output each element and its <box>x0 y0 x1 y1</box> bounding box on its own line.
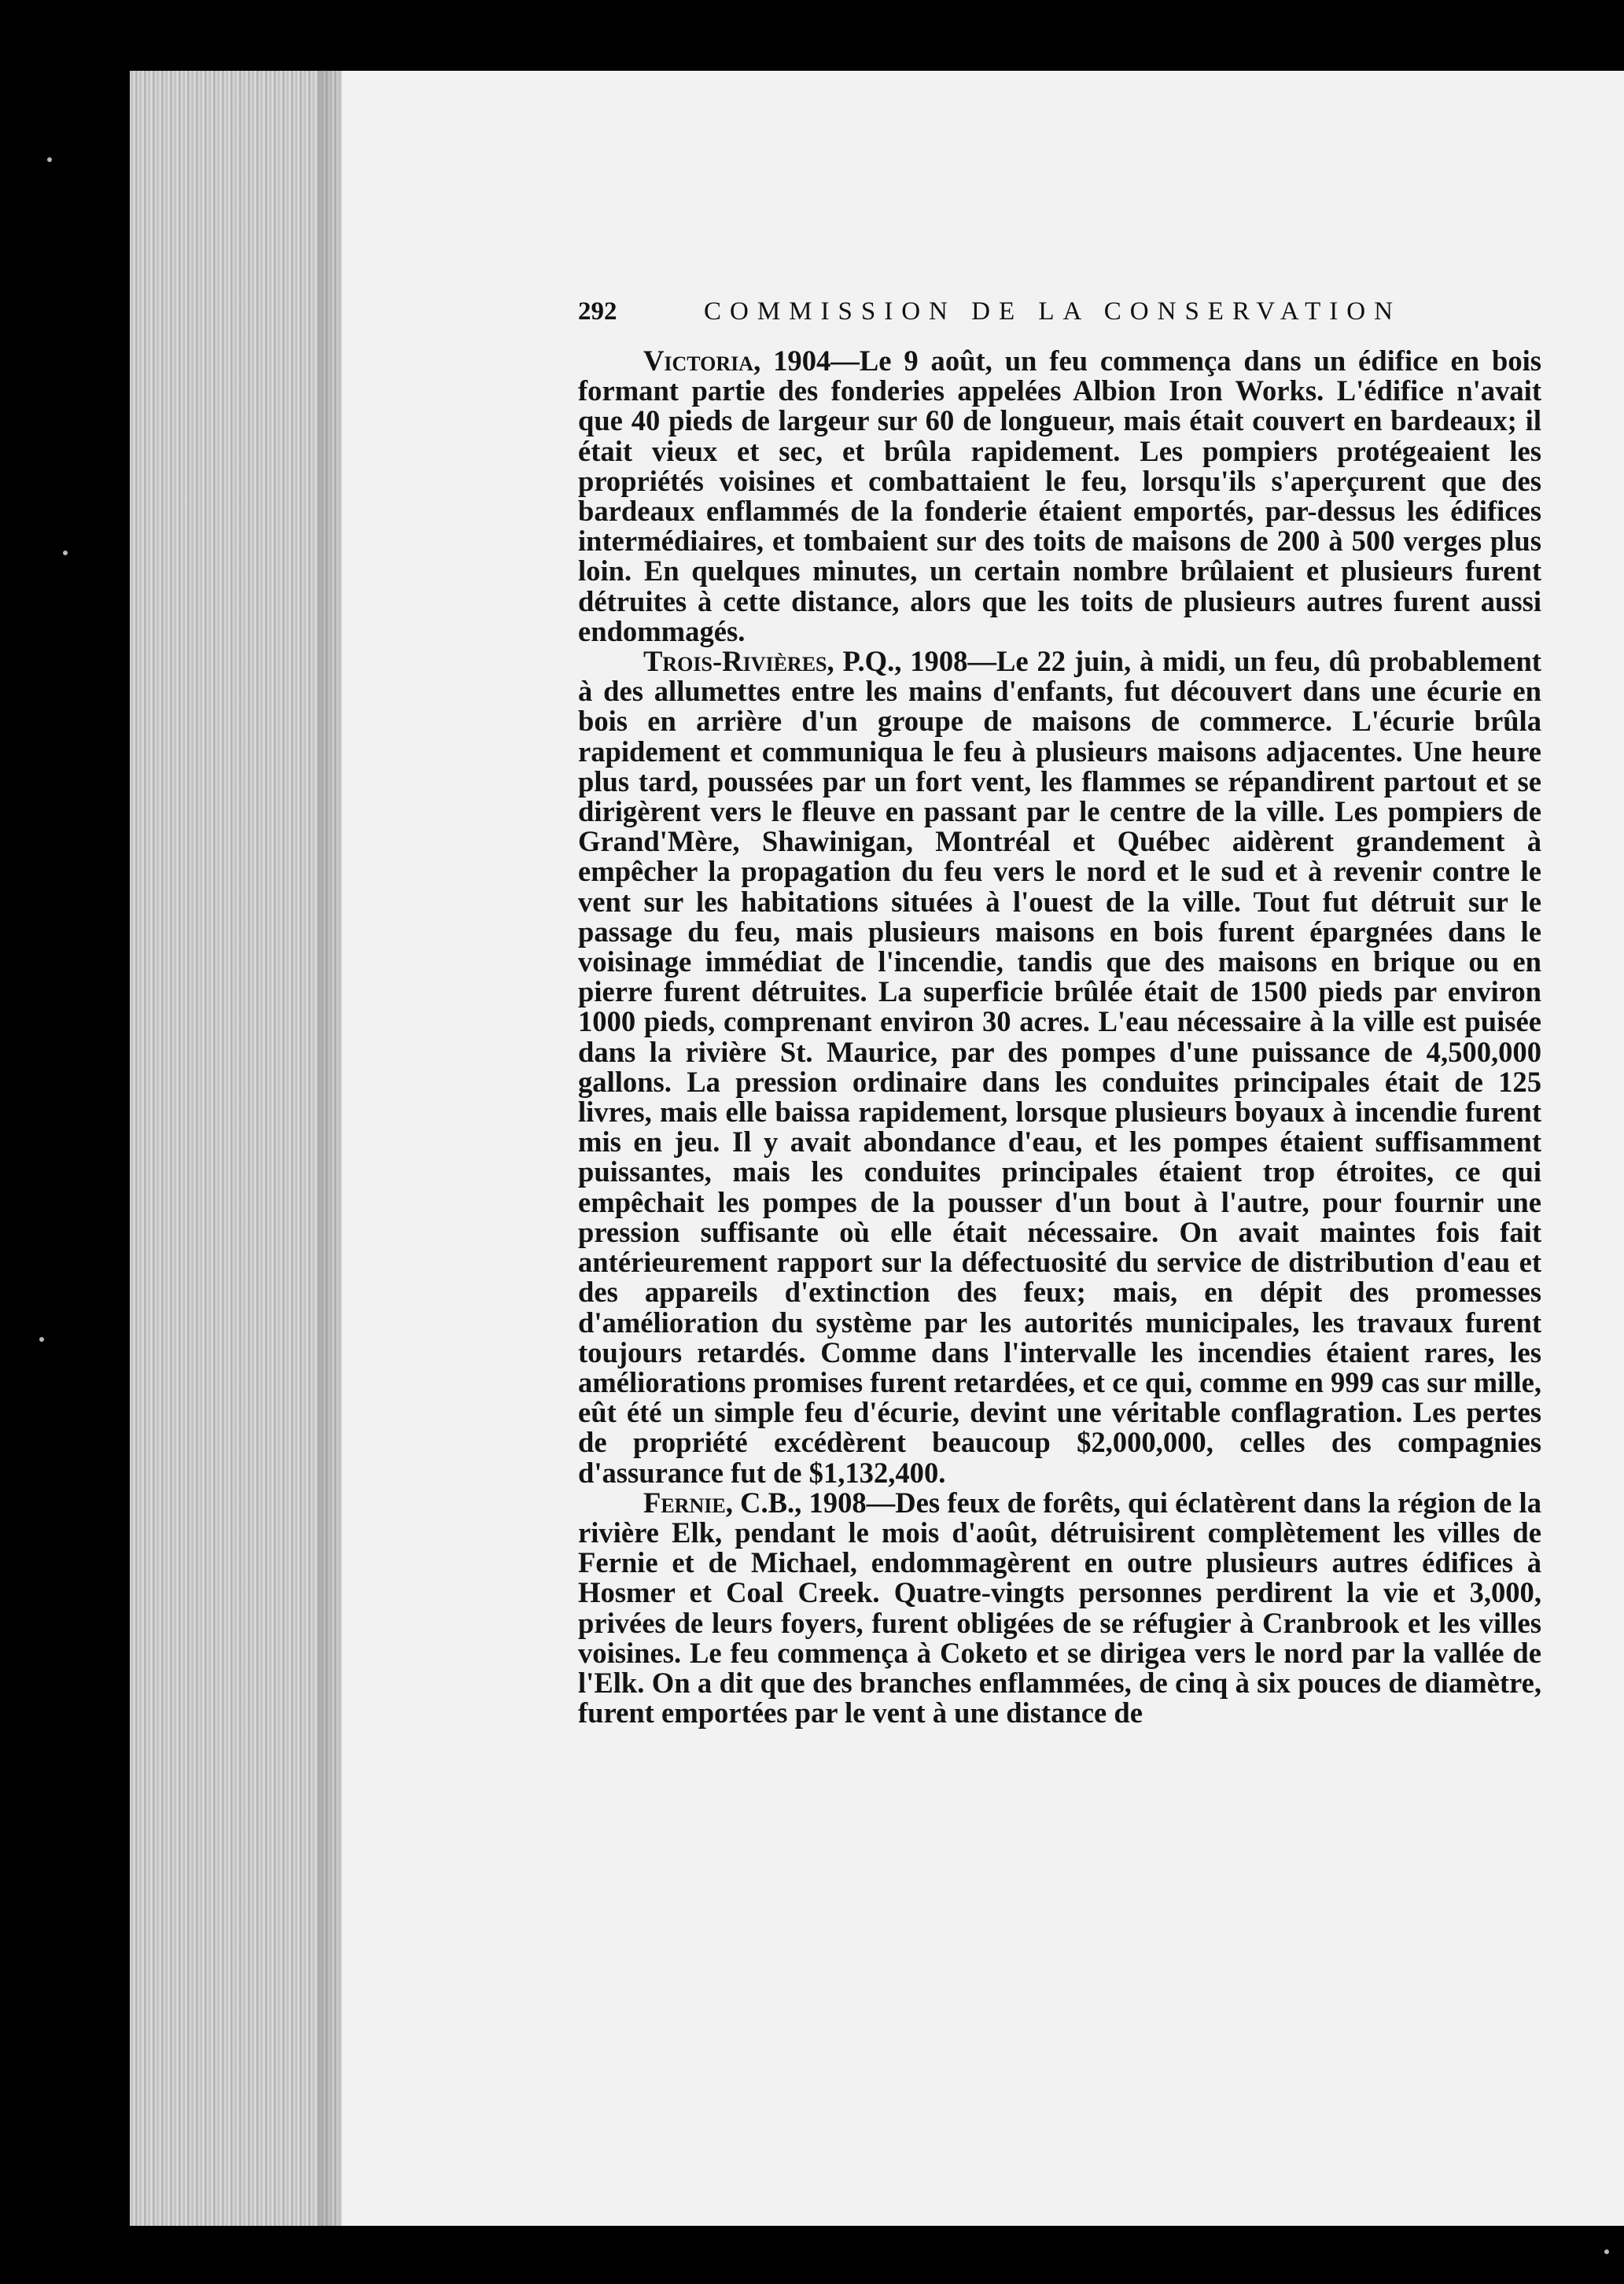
book-page-edges <box>130 71 342 2226</box>
paragraph-body: , 1908—Des feux de forêts, qui éclatèrent dans la région de la rivière Elk, pendant le mois d'août, détruisirent complètement les villes de Fernie et de Michael, endommagèrent en outre plusieurs autres édifices à Hosmer et Coal Creek. Quatre-vingts personnes perdirent la vie et 3,000, privées de leurs foyers, furent obligées de se réfugier à Cranbrook et les villes voisines. Le feu commença à Coketo et se dirigea vers le nord par la vallée de l'Elk. On a dit que des branches enflammées, de cinq à six pouces de diamètre, furent emportées par le vent à une distance de <box>578 1486 1542 1730</box>
paragraph-victoria <box>578 346 1541 647</box>
page-number: 292 <box>578 297 617 326</box>
paragraph-fernie <box>578 1488 1541 1729</box>
scan-speck <box>39 1337 44 1342</box>
paragraph-lead: Fernie, C.B. <box>643 1486 795 1519</box>
scan-speck <box>1604 2249 1609 2254</box>
running-head: COMMISSION DE LA CONSERVATION <box>704 297 1401 326</box>
paragraph-lead: Victoria, 1904 <box>643 344 831 377</box>
paragraph-body: , 1908—Le 22 juin, à midi, un feu, dû probablement à des allumettes entre les mains d'enfants, fut découvert dans une écurie en bois en arrière d'un groupe de maisons de commerce. L'écurie brûla rapidement et communiqua le feu à plusieurs maisons adjacentes. Une heure plus tard, poussées par un fort vent, les flammes se répandirent partout et se dirigèrent vers le fleuve en passant par le centre de la ville. Les pompiers de Grand'Mère, Shawinigan, Montréal et Québec aidèrent grandement à empêcher la propagation du feu vers le nord et le sud et à revenir contre le vent sur les habitations situées à l'ouest de la ville. Tout fut détruit sur le passage du feu, mais plusieurs maisons en bois furent épargnées dans le voisinage immédiat de l'incendie, tandis que des maisons en brique ou en pierre furent détruites. La superficie brûlée était de 1500 pieds par environ 1000 pieds, comprenant environ 30 acres. L'eau nécessaire à la ville est puisée dans la rivière St. Maurice, par des pompes d'une puissance de 4,500,000 gallons. La pression ordinaire dans les conduites principales était de 125 livres, mais elle baissa rapidement, lorsque plusieurs boyaux à incendie furent mis en jeu. Il y avait abondance d'eau, et les pompes étaient suffisamment puissantes, mais les conduites principales étaient trop étroites, ce qui empêchait les pompes de la pousser d'un bout à l'autre, pour fournir une pression suffisante où elle était nécessaire. On avait maintes fois fait antérieurement rapport sur la défectuosité du service de distribution d'eau et des appareils d'extinction des feux; mais, en dépit des promesses d'amélioration du système par les autorités municipales, les travaux furent toujours retardés. Comme dans l'intervalle les incendies étaient rares, les améliorations promises furent retardées, et ce qui, comme en 999 cas sur mille, eût été un simple feu d'écurie, devint une véritable conflagration. Les pertes de propriété excédèrent beaucoup $2,000,000, celles des compagnies d'assurance fut de $1,132,400. <box>578 645 1541 1489</box>
body-text <box>578 346 1541 1728</box>
scan-speck <box>47 157 52 162</box>
scan-speck <box>63 551 68 555</box>
paragraph-lead: Trois-Rivières, P.Q. <box>643 645 895 678</box>
paragraph-body: —Le 9 août, un feu commença dans un édifice en bois formant partie des fonderies appelées Albion Iron Works. L'édifice n'avait que 40 pieds de largeur sur 60 de longueur, mais était couvert en bardeaux; il était vieux et sec, et brûla rapidement. Les pompiers protégeaient les propriétés voisines et combattaient le feu, lorsqu'ils s'aperçurent que des bardeaux enflammés de la fonderie étaient emportés, par-dessus les édifices intermédiaires, et tombaient sur des toits de maisons de 200 à 500 verges plus loin. En quelques minutes, un certain nombre brûlaient et plusieurs furent détruites à cette distance, alors que les toits de plusieurs autres furent aussi endommagés. <box>578 344 1541 647</box>
page-header <box>578 297 1506 337</box>
paragraph-trois-rivieres <box>578 647 1541 1488</box>
